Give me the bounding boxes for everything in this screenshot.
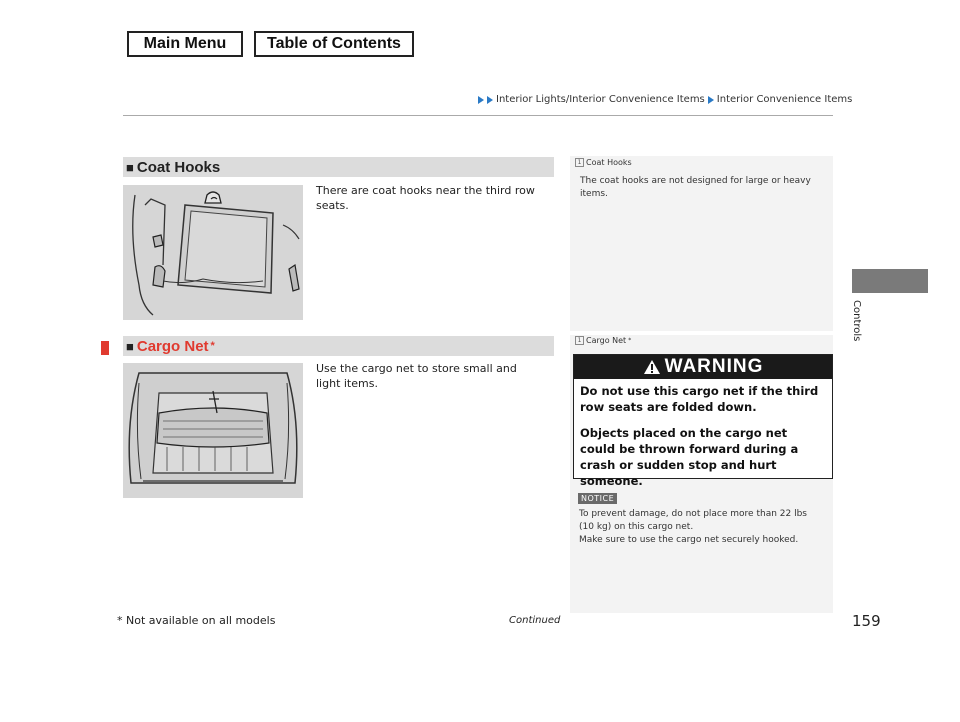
- coat-hook-illustration: [123, 185, 303, 320]
- warning-paragraph-1: Do not use this cargo net if the third row seats are folded down.: [580, 384, 819, 414]
- breadcrumb-link-convenience-items[interactable]: Interior Convenience Items: [716, 94, 853, 105]
- footnote: * Not available on all models: [117, 614, 276, 627]
- cargo-net-title: Cargo Net: [136, 337, 209, 355]
- coat-hooks-note-text: The coat hooks are not designed for large or heavy items.: [580, 176, 811, 199]
- continued-label: Continued: [509, 615, 561, 626]
- breadcrumb-arrow-icon: [708, 96, 714, 104]
- warning-box: [573, 354, 833, 488]
- notice-line-2: Make sure to use the cargo net securely hooked.: [579, 535, 799, 545]
- coat-hooks-note-title-text: Coat Hooks: [586, 158, 632, 167]
- note-marker-icon: 1: [575, 158, 584, 167]
- section-marker-icon: ■: [126, 338, 134, 354]
- chapter-tab[interactable]: [852, 269, 928, 293]
- cargo-net-note-title-text: Cargo Net: [586, 336, 627, 345]
- coat-hooks-note-title: [575, 158, 632, 167]
- coat-hook-drawing-icon: [123, 185, 303, 320]
- section-marker-icon: ■: [126, 159, 134, 175]
- cargo-net-description: Use the cargo net to store small and light items.: [316, 362, 517, 390]
- warning-triangle-icon: [643, 359, 661, 375]
- breadcrumb-link-interior-lights[interactable]: Interior Lights/Interior Convenience Items: [496, 94, 705, 105]
- main-menu-button[interactable]: Main Menu: [127, 31, 243, 57]
- cargo-net-asterisk[interactable]: *: [210, 340, 215, 352]
- warning-label: WARNING: [664, 356, 764, 377]
- table-of-contents-button[interactable]: Table of Contents: [254, 31, 414, 57]
- warning-paragraph-2: Objects placed on the cargo net could be thrown forward during a crash or sudden stop and hurt someone.: [580, 426, 799, 488]
- header-divider: [123, 115, 833, 116]
- page-number: 159: [852, 612, 881, 630]
- chapter-tab-label: Controls: [851, 300, 862, 342]
- breadcrumb-arrow-icon: [487, 96, 493, 104]
- coat-hooks-title: Coat Hooks: [136, 158, 221, 176]
- notice-text: [579, 508, 824, 547]
- cargo-net-heading: [123, 336, 554, 356]
- notice-line-1: To prevent damage, do not place more than 22 lbs (10 kg) on this cargo net.: [579, 509, 807, 532]
- cargo-net-note-asterisk[interactable]: *: [628, 337, 632, 344]
- cargo-net-note-title: [575, 336, 631, 345]
- coat-hooks-description: There are coat hooks near the third row seats.: [316, 184, 535, 212]
- cargo-net-illustration: [123, 363, 303, 498]
- warning-header: [574, 355, 832, 379]
- breadcrumb: [478, 94, 852, 105]
- red-edit-marker: [101, 341, 109, 355]
- breadcrumb-arrow-icon: [478, 96, 484, 104]
- cargo-net-drawing-icon: [123, 363, 303, 498]
- note-marker-icon: 1: [575, 336, 584, 345]
- coat-hooks-heading: [123, 157, 554, 177]
- notice-badge: NOTICE: [578, 493, 617, 504]
